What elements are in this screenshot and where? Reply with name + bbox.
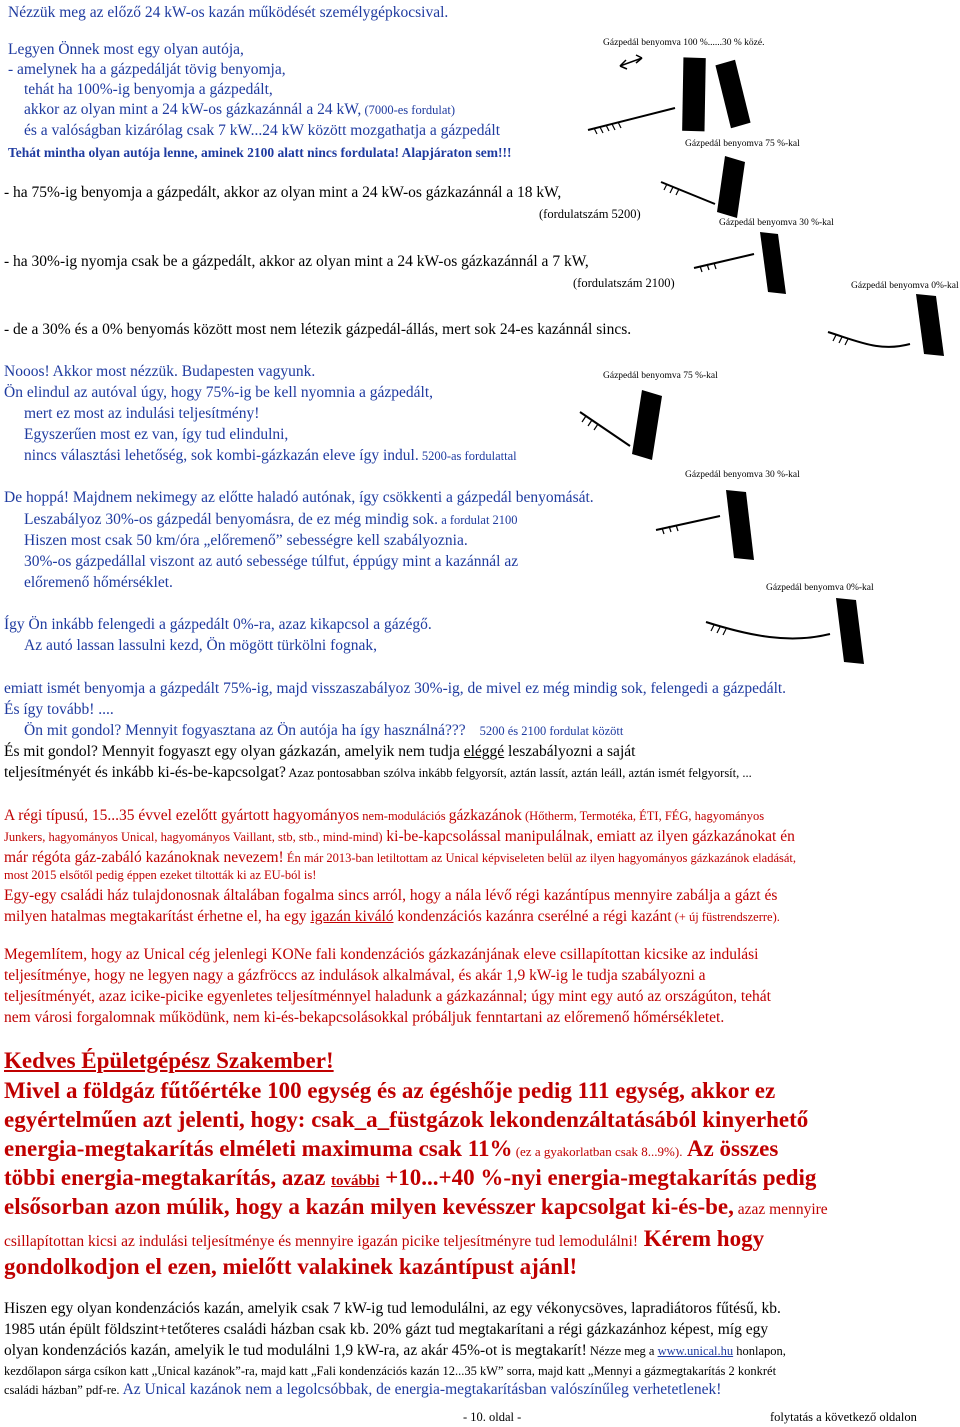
appeal-text: Kérem hogy [638, 1226, 765, 1251]
case-30: - ha 30%-ig nyomja csak be a gázpedált, akkor az olyan mint a 24 kW-os gázkazánnál a 7 kW, [4, 253, 589, 270]
old-line [4, 907, 780, 927]
appeal-text: +10...+40 %-nyi energia-megtakarítás pedig [379, 1165, 817, 1190]
appeal-line [4, 1192, 828, 1224]
kone-line: teljesítménye, hogy ne legyen nagy a gázfröccs az indulások alkalmával, és akár 1,9 kW-ig le tudja szabályozni a [4, 967, 706, 984]
appeal-line: egyértelműen azt jelenti, hogy: csak_a_füstgázok lekondenzáltatásából kinyerhető [4, 1107, 809, 1132]
story-line: Nooos! Akkor most nézzük. Budapesten vagyunk. [4, 363, 316, 380]
story-rpm: a fordulat 2100 [438, 513, 518, 527]
old-line [4, 806, 764, 826]
pedal-label: Gázpedál benyomva 100 %......30 % közé. [603, 38, 765, 48]
kone-line: nem városi forgalomnak működünk, nem ki-és-bekapcsolásokkal próbáljuk fenntartani az előremenő hőmérsékletet. [4, 1009, 725, 1026]
story-rpm: 5200-as fordulattal [418, 449, 517, 463]
intro-line: Legyen Önnek most egy olyan autója, [8, 41, 244, 58]
appeal-text: többi energia-megtakarítás, azaz [4, 1165, 332, 1190]
appeal-heading: Kedves Épületgépész Szakember! [4, 1048, 334, 1073]
closing-text: olyan kondenzációs kazán, amelyik le tud modulálni 1,9 kW-ra, az akár 45%-ot is megtakarít! [4, 1342, 587, 1359]
pedal-label: Gázpedál benyomva 30 %-kal [719, 218, 834, 228]
old-text: ki-be-kapcsolással manipulálnak, emiatt az ilyen gázkazánokat én [382, 828, 795, 845]
story-line: mert ez most az indulási teljesítmény! [24, 405, 260, 422]
appeal-text: azaz mennyire [733, 1201, 828, 1218]
appeal-text: energia-megtakarítás elméleti maximuma csak 11% [4, 1136, 513, 1161]
pedal-label: Gázpedál benyomva 30 %-kal [685, 470, 800, 480]
story-text: Leszabályoz 30%-os gázpedál benyomásra, de ez még mindig sok. [24, 511, 439, 528]
intro-rpm: (7000-es fordulat) [361, 103, 456, 117]
page-number: - 10. oldal - [463, 1410, 522, 1424]
old-text: kondenzációs kazánra cserélné a régi kazánt [393, 908, 672, 925]
old-text: Junkers, hagyományos Unical, hagyományos Vaillant, stb, stb., mind-mind) [4, 830, 383, 844]
old-text: gázkazánok [448, 807, 522, 824]
story-note: Azaz pontosabban szólva inkább felgyorsít, aztán lassít, aztán leáll, aztán ismét felgyorsít, ... [285, 766, 752, 780]
story-line: 30%-os gázpedállal viszont az autó sebessége túlfut, éppúgy mint a kazánnál az [24, 553, 519, 570]
closing-text: családi házban” pdf-re. [4, 1383, 120, 1397]
old-text: már régóta gáz-zabáló kazánoknak nevezem! [4, 849, 284, 866]
story-line: Ön elindul az autóval úgy, hogy 75%-ig be kell nyomnia a gázpedált, [4, 384, 433, 401]
story-line [4, 742, 635, 761]
pedal-illustration-0 [820, 292, 960, 362]
story-line: És így tovább! .... [4, 701, 114, 718]
story-line [24, 510, 518, 530]
closing-line: Hiszen egy olyan kondenzációs kazán, amelyik csak 7 kW-ig tud lemodulálni, az egy vékonycsöves, lapradiátoros fűtésű, kb. [4, 1300, 781, 1317]
closing-line [4, 1341, 786, 1361]
closing-text: honlapon, [733, 1344, 786, 1358]
pedal-illustration-75 [655, 152, 765, 222]
story-text: teljesítményét és inkább ki-és-be-kapcsolgat? [4, 764, 286, 781]
pedal-label: Gázpedál benyomva 75 %-kal [603, 371, 718, 381]
appeal-text: Az összes [682, 1136, 779, 1161]
story-rpm: 5200 és 2100 fordulat között [479, 724, 624, 738]
pedal-label: Gázpedál benyomva 0%-kal [851, 281, 959, 291]
story-line: emiatt ismét benyomja a gázpedált 75%-ig, majd visszaszabályoz 30%-ig, de mivel ez még mindig sok, felengedi a gázpedált. [4, 680, 787, 697]
pedal-label: Gázpedál benyomva 0%-kal [766, 583, 874, 593]
story-line: Így Ön inkább felengedi a gázpedált 0%-ra, azaz kikapcsol a gázégő. [4, 616, 432, 633]
closing-line: kezdőlapon sárga csíkon katt „Unical kazánok”-ra, majd katt „Fali kondenzációs kazán 12...35 kW” sorra, majd katt „Mennyi a gázmegtakarítás 2 konkrét [4, 1364, 777, 1378]
story-line: előremenő hőmérséklet. [24, 574, 173, 591]
appeal-underlined: további [331, 1173, 380, 1189]
appeal-text: csillapítottan kicsi az indulási teljesítménye és mennyire igazán picike teljesítményre tud lemodulálni! [4, 1233, 639, 1250]
story-line [24, 446, 517, 466]
story-text: leszabályozni a saját [504, 743, 636, 760]
old-text: nem-modulációs [359, 809, 449, 823]
intro-text: akkor az olyan mint a 24 kW-os gázkazánnál a 24 kW, [24, 101, 362, 118]
page-title: Nézzük meg az előző 24 kW-os kazán működését személygépkocsival. [8, 4, 449, 21]
case-0: - de a 30% és a 0% benyomás között most nem létezik gázpedál-állás, mert sok 24-es kazánnál sincs. [4, 321, 632, 338]
pedal-illustration-30 [690, 228, 810, 298]
old-line [4, 848, 796, 868]
appeal-line: gondolkodjon el ezen, mielőtt valakinek kazántípust ajánl! [4, 1254, 578, 1279]
old-underlined: igazán kiváló [310, 908, 394, 925]
unical-link[interactable]: www.unical.hu [657, 1344, 734, 1358]
appeal-line [4, 1134, 778, 1166]
closing-text: Nézze meg a [586, 1344, 658, 1358]
old-text: Én már 2013-ban letiltottam az Unical képviseleten belül az ilyen hagyományos gázkazánok eladását, [283, 851, 797, 865]
story-line: Egyszerűen most ez van, így tud elindulni, [24, 426, 289, 443]
appeal-note: (ez a gyakorlatban csak 8...9%). [512, 1144, 683, 1159]
story-text: nincs választási lehetőség, sok kombi-gázkazán eleve így indul. [24, 447, 419, 464]
intro-line: és a valóságban kizárólag csak 7 kW...24 kW között mozgathatja a gázpedált [24, 122, 501, 139]
case-30-rpm: (fordulatszám 2100) [573, 276, 675, 290]
kone-line: Megemlítem, hogy az Unical cég jelenlegi KONe fali kondenzációs gázkazánjának eleve csillapítottan kicsike az indulási [4, 946, 759, 963]
appeal-line: Mivel a földgáz fűtőértéke 100 egység és az égéshője pedig 111 egység, akkor ez [4, 1078, 776, 1103]
old-line [4, 827, 795, 847]
closing-text: Az Unical kazánok nem a legolcsóbbak, de energia-megtakarításban valószínűleg verhetetlenek! [119, 1381, 722, 1398]
intro-line [24, 100, 455, 120]
story-underlined: eléggé [463, 743, 505, 760]
old-line: Egy-egy családi ház tulajdonosnak általában fogalma sincs arról, hogy a nála lévő régi kazántípus mennyire zabálja a gázt és [4, 887, 778, 904]
intro-emphasis: Tehát mintha olyan autója lenne, aminek 2100 alatt nincs fordulata! Alapjáraton sem!!! [8, 145, 512, 160]
pedal-illustration-0-b [700, 592, 880, 672]
old-text: (+ új füstrendszerre). [671, 910, 780, 924]
case-75-rpm: (fordulatszám 5200) [539, 207, 641, 221]
pedal-label: Gázpedál benyomva 75 %-kal [685, 139, 800, 149]
intro-line: - amelynek ha a gázpedálját tövig benyomja, [8, 61, 286, 78]
old-text: A régi típusú, 15...35 évvel ezelőtt gyártott hagyományos [4, 807, 360, 824]
old-line: most 2015 elsőtől pedig éppen ezeket tiltották ki az EU-ból is! [4, 868, 317, 882]
story-line: De hoppá! Majdnem nekimegy az előtte haladó autónak, így csökkenti a gázpedál benyomását. [4, 489, 594, 506]
continuation-note: folytatás a következő oldalon [770, 1410, 917, 1424]
kone-line: teljesítményét, azaz icike-picike egyenletes teljesítménnyel haladunk a gázkazánnal; úgy mint egy autó az országúton, tehát [4, 988, 771, 1005]
old-text: milyen hatalmas megtakarítást érhetne el, ha egy [4, 908, 311, 925]
appeal-text: elsősorban azon múlik, hogy a kazán milyen kevésszer kapcsolgat ki-és-be, [4, 1194, 734, 1219]
closing-line [4, 1380, 721, 1400]
pedal-illustration-100-30 [580, 48, 760, 158]
story-line [24, 721, 623, 741]
story-line [4, 763, 752, 783]
story-text: És mit gondol? Mennyit fogyaszt egy olyan gázkazán, amelyik nem tudja [4, 743, 464, 760]
pedal-illustration-30-b [650, 480, 780, 570]
story-line: Az autó lassan lassulni kezd, Ön mögött türkölni fognak, [24, 637, 377, 654]
intro-line: tehát ha 100%-ig benyomja a gázpedált, [24, 81, 273, 98]
case-75: - ha 75%-ig benyomja a gázpedált, akkor az olyan mint a 24 kW-os gázkazánnál a 18 kW, [4, 184, 562, 201]
story-line: Hiszen most csak 50 km/óra „előremenő” sebességre kell szabályoznia. [24, 532, 468, 549]
pedal-illustration-75-b [570, 382, 690, 472]
story-text: Ön mit gondol? Mennyit fogyasztana az Ön autója ha így használná??? [24, 722, 466, 739]
old-text: (Hőtherm, Termotéka, ÉTI, FÉG, hagyományos [521, 809, 765, 823]
closing-line: 1985 után épült földszint+tetőteres családi házban csak kb. 20% gázt tud megtakarítani a régi gázkazánhoz képest, míg egy [4, 1321, 769, 1338]
